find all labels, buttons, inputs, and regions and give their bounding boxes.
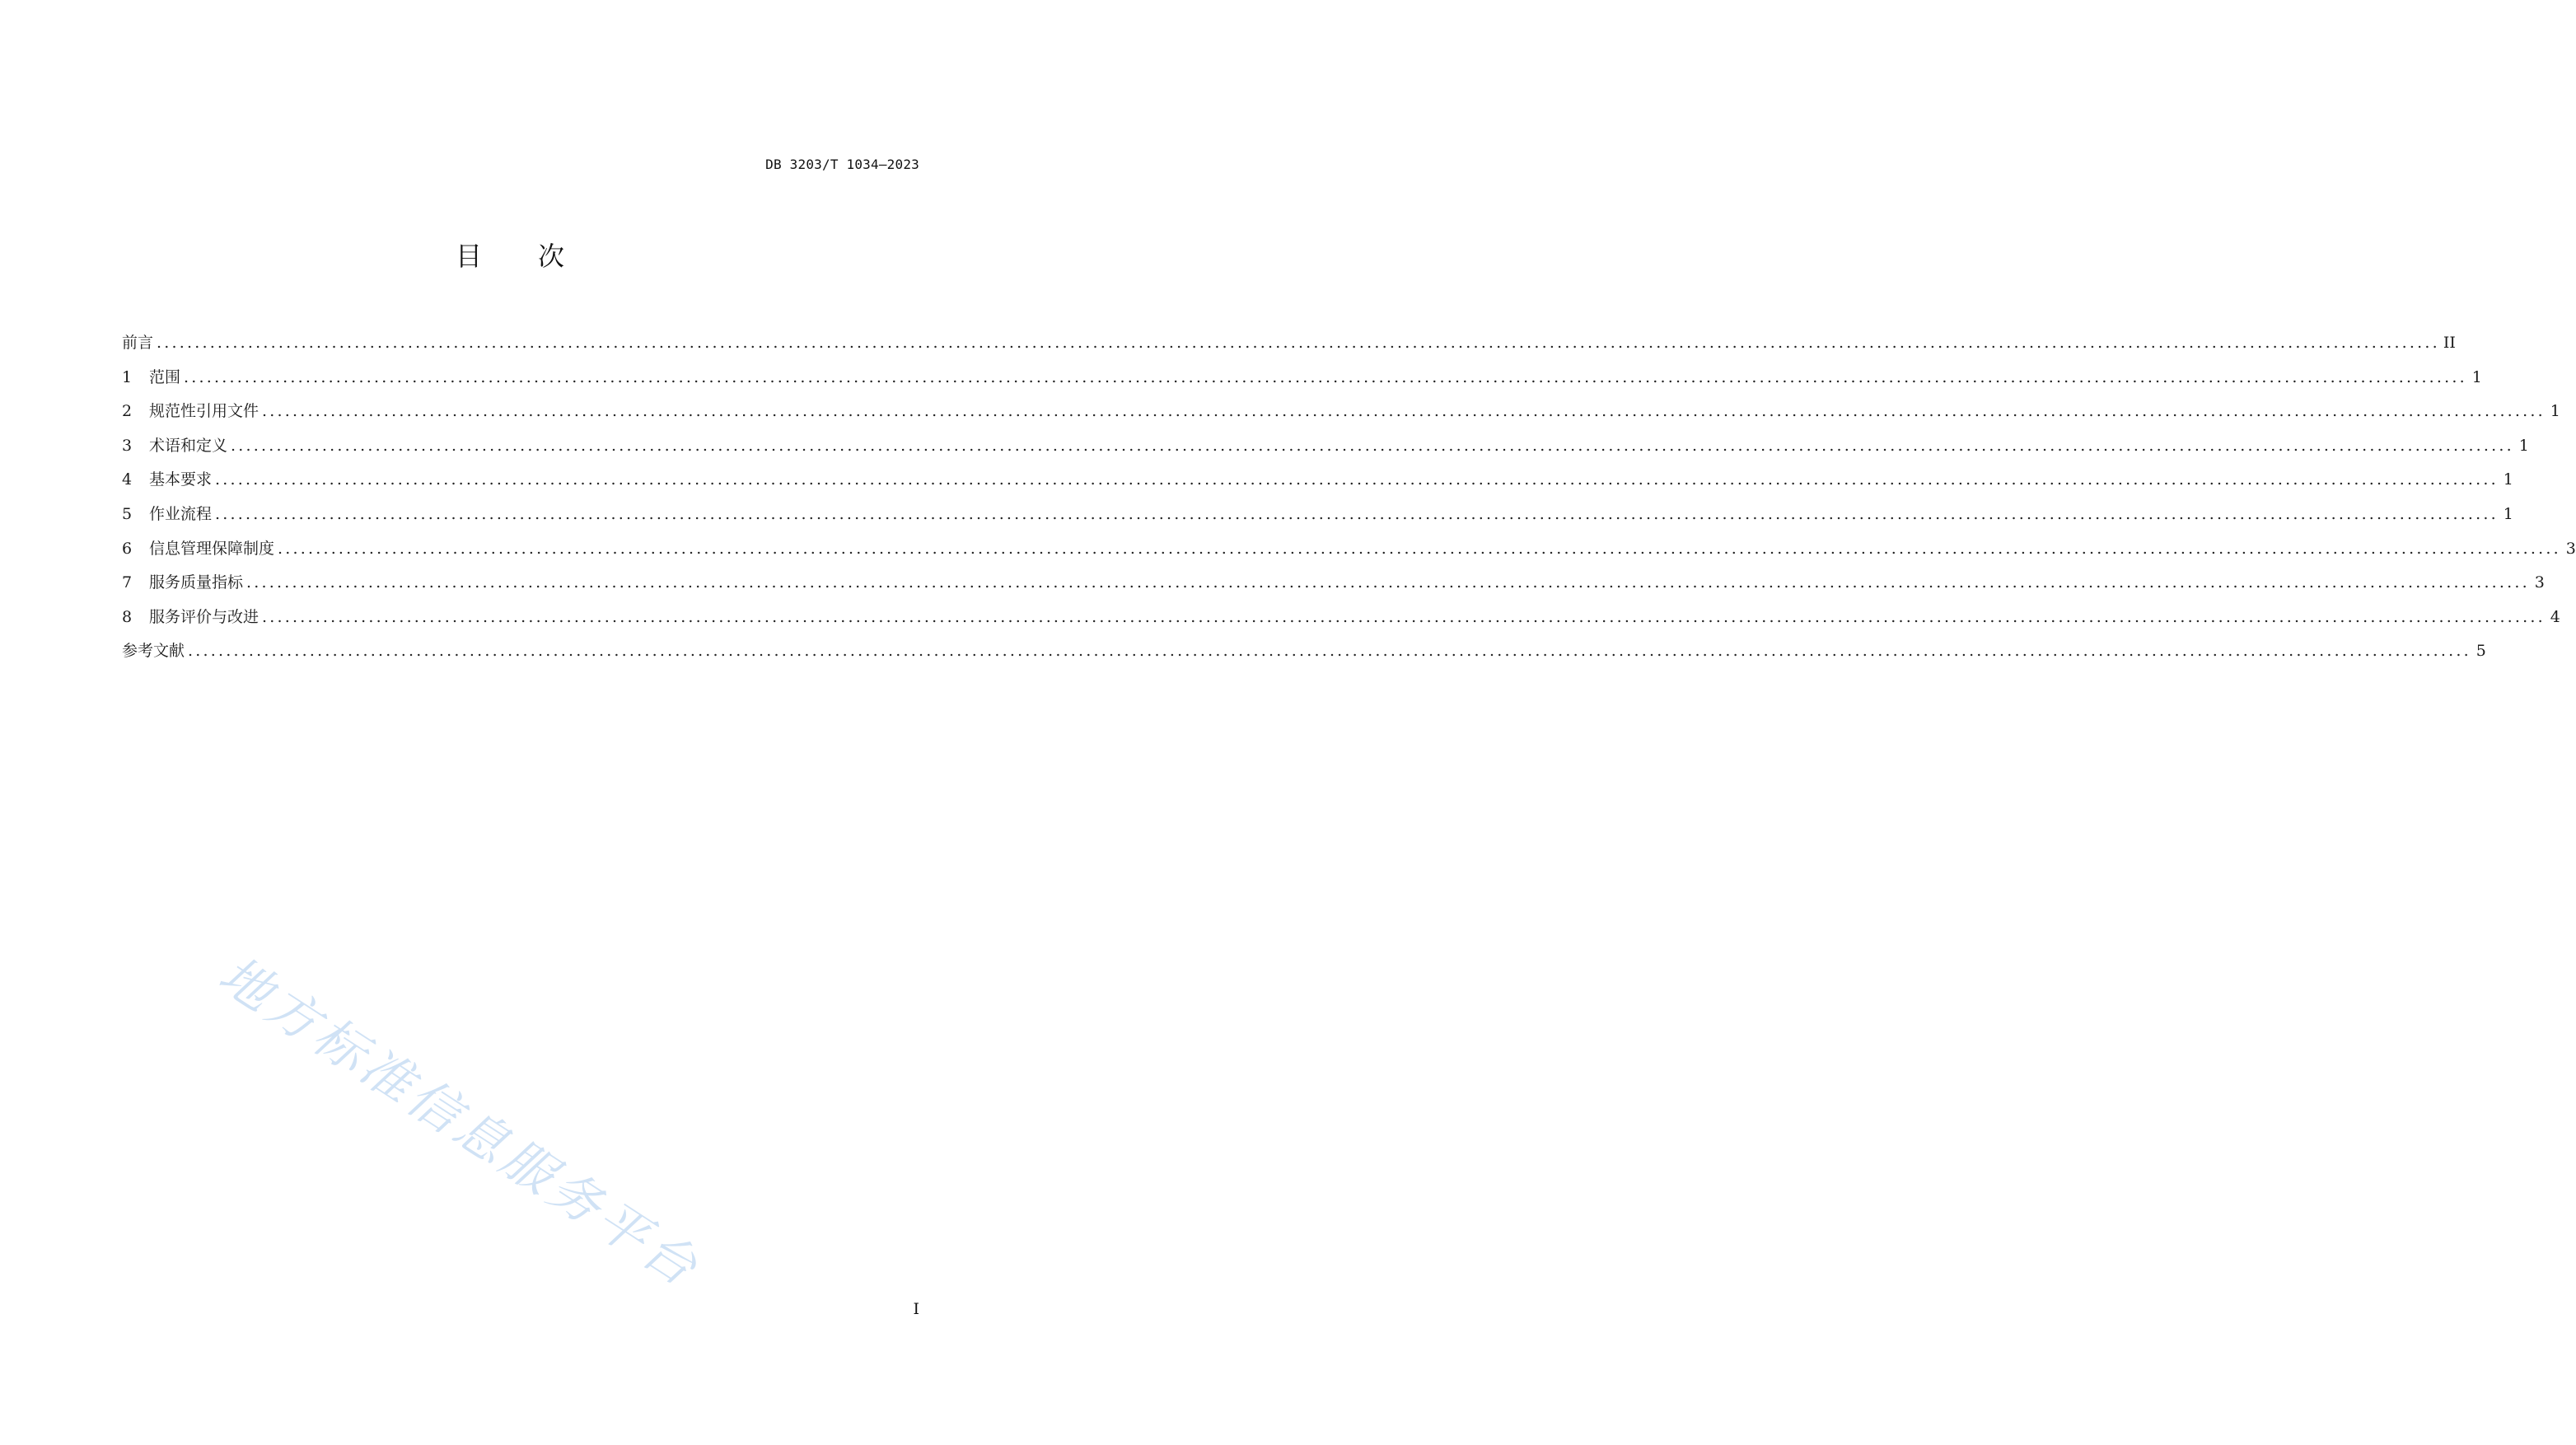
toc-entry-label: 规范性引用文件: [149, 402, 259, 421]
toc-entry-label: 信息管理保障制度: [149, 539, 275, 558]
toc-leader-dots: ............................................................................................................................................................................................................................................................................................................: [262, 402, 2546, 421]
toc-entry-number: 6: [122, 539, 133, 558]
toc-entry-service-evaluation[interactable]: [122, 601, 2560, 635]
toc-entry-terms-definitions[interactable]: [122, 429, 2529, 464]
toc-entry-information-management[interactable]: [122, 532, 2576, 567]
document-code: DB 3203/T 1034—2023: [765, 157, 919, 172]
toc-entry-page: 3: [2534, 573, 2545, 592]
toc-entry-page: 1: [2471, 367, 2482, 386]
toc-entry-bibliography[interactable]: [122, 634, 2486, 669]
toc-entry-normative-references[interactable]: [122, 395, 2560, 429]
toc-leader-dots: ............................................................................................................................................................................................................................................................................................................: [188, 642, 2471, 661]
toc-entry-page: 1: [2518, 436, 2529, 455]
toc-entry-label: 作业流程: [149, 504, 213, 523]
toc-leader-dots: ............................................................................................................................................................................................................................................................................................................: [231, 436, 2514, 455]
toc-leader-dots: ............................................................................................................................................................................................................................................................................................................: [215, 470, 2499, 489]
toc-entry-number: 8: [122, 607, 133, 626]
toc-entry-workflow[interactable]: [122, 498, 2513, 532]
toc-entry-label: 服务质量指标: [149, 573, 244, 592]
toc-entry-page: 1: [2503, 504, 2513, 523]
toc-leader-dots: ............................................................................................................................................................................................................................................................................................................: [278, 539, 2561, 558]
toc-entry-number: 2: [122, 402, 133, 421]
toc-entry-page: 4: [2550, 607, 2560, 626]
toc-entry-page: 3: [2565, 539, 2576, 558]
toc-leader-dots: ............................................................................................................................................................................................................................................................................................................: [184, 367, 2467, 386]
toc-list: [122, 326, 2576, 669]
toc-entry-number: 7: [122, 573, 133, 592]
toc-title-char-1: 目: [455, 241, 484, 272]
toc-entry-label: 参考文献: [122, 642, 185, 661]
page-number: I: [913, 1300, 919, 1318]
toc-entry-number: 4: [122, 470, 133, 489]
toc-entry-label: 术语和定义: [149, 436, 228, 455]
toc-entry-number: 1: [122, 367, 133, 386]
toc-leader-dots: ............................................................................................................................................................................................................................................................................................................: [246, 573, 2530, 592]
toc-entry-foreword[interactable]: [122, 326, 2456, 361]
toc-entry-basic-requirements[interactable]: [122, 463, 2513, 498]
toc-title-char-2: 次: [538, 241, 567, 272]
toc-entry-page: 5: [2475, 642, 2486, 661]
toc-entry-label: 范围: [149, 367, 181, 386]
toc-leader-dots: ............................................................................................................................................................................................................................................................................................................: [215, 504, 2499, 523]
toc-entry-service-quality-indicators[interactable]: [122, 566, 2545, 601]
toc-entry-page: 1: [2550, 402, 2560, 421]
toc-title: [0, 236, 1022, 274]
toc-entry-number: 5: [122, 504, 133, 523]
toc-leader-dots: ............................................................................................................................................................................................................................................................................................................: [157, 334, 2440, 352]
toc-entry-number: 3: [122, 436, 133, 455]
toc-entry-label: 基本要求: [149, 470, 213, 489]
toc-entry-label: 服务评价与改进: [149, 607, 259, 626]
watermark: 地方标准信息服务平台: [208, 943, 712, 1300]
toc-entry-page: 1: [2503, 470, 2513, 489]
toc-entry-label: 前言: [122, 334, 154, 352]
toc-entry-page: II: [2443, 334, 2456, 352]
toc-entry-scope[interactable]: [122, 361, 2482, 395]
toc-leader-dots: ............................................................................................................................................................................................................................................................................................................: [262, 607, 2546, 626]
